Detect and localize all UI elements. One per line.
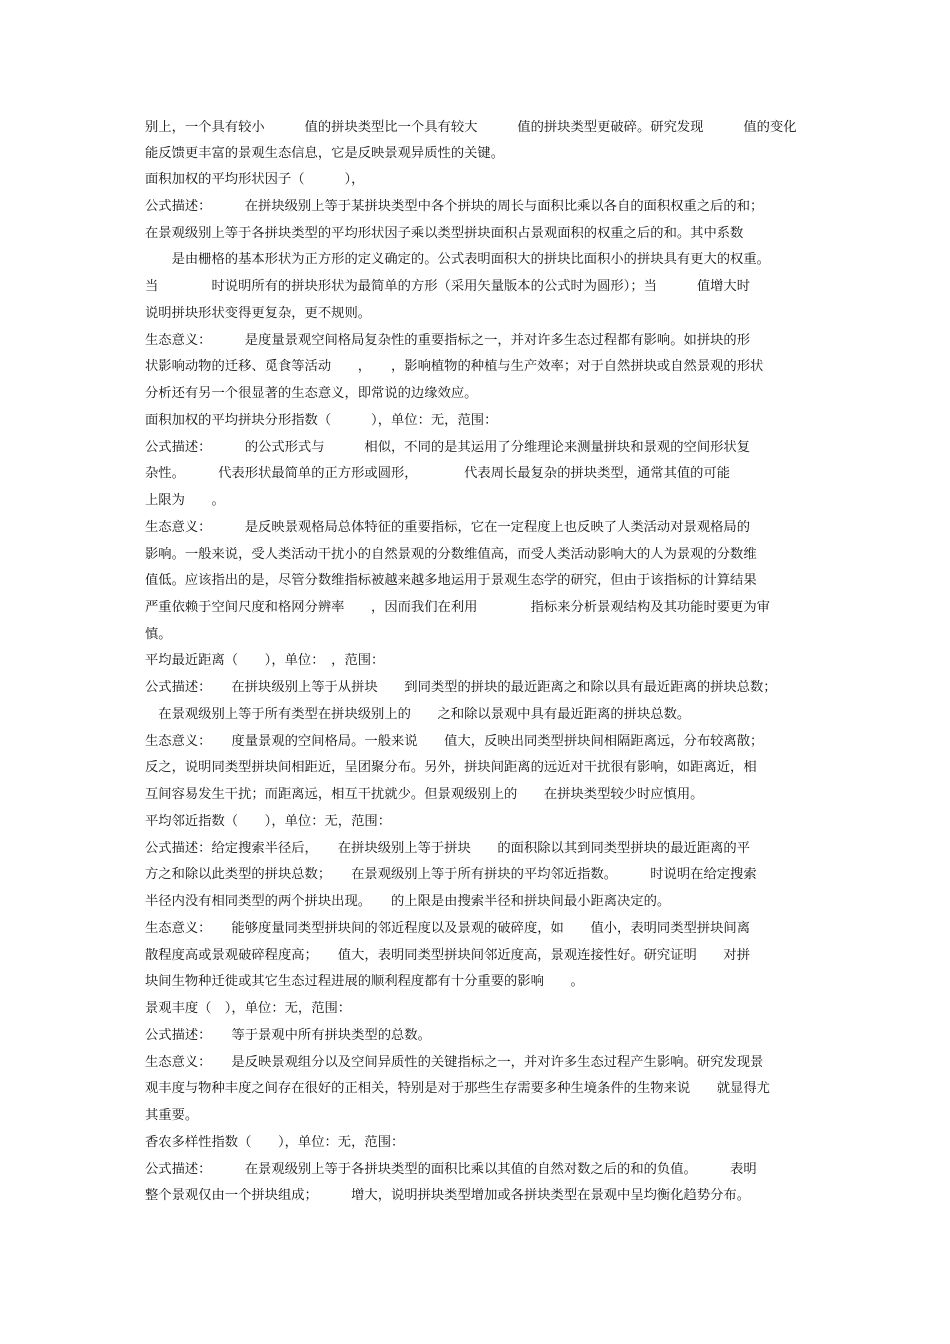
text-line: 状影响动物的迁移、觅食等活动 ， ，影响植物的种植与生产效率；对于自然拼块或自然景观的形状 [145,359,764,374]
text-line: 观丰度与物种丰度之间存在很好的正相关，特别是对于那些生存需要多种生境条件的生物来说 就显得尤 [145,1081,770,1096]
text-line: 整个景观仅由一个拼块组成； 增大，说明拼块类型增加或各拼块类型在景观中呈均衡化趋势分布。 [145,1188,751,1203]
text-line: 平均邻近指数（ ），单位：无，范围： [145,814,391,829]
text-line: 半径内没有相同类型的两个拼块出现。 的上限是由搜索半径和拼块间最小距离决定的。 [145,894,671,909]
text-line: 其重要。 [145,1108,199,1123]
text-line: 公式描述： 在景观级别上等于各拼块类型的面积比乘以其值的自然对数之后的和的负值。 表明 [145,1162,757,1177]
text-line: 在景观级别上等于所有类型在拼块级别上的 之和除以景观中具有最近距离的拼块总数。 [145,707,691,722]
text-line: 景观丰度（ ），单位：无，范围： [145,1001,352,1016]
text-line: 影响。一般来说，受人类活动干扰小的自然景观的分数维值高，而受人类活动影响大的人为景观的分数维 [145,547,757,562]
text-line: 生态意义： 是反映景观格局总体特征的重要指标，它在一定程度上也反映了人类活动对景观格局的 [145,520,751,535]
text-line: 生态意义： 是反映景观组分以及空间异质性的关键指标之一，并对许多生态过程产生影响。研究发现景 [145,1055,764,1070]
text-line: 公式描述： 等于景观中所有拼块类型的总数。 [145,1028,431,1043]
text-line: 散程度高或景观破碎程度高； 值大，表明同类型拼块间邻近度高，景观连接性好。研究证明 对拼 [145,948,751,963]
text-line: 杂性。 代表形状最简单的正方形或圆形， 代表周长最复杂的拼块类型，通常其值的可能 [145,466,731,481]
text-line: 反之，说明同类型拼块间相距近，呈团聚分布。另外，拼块间距离的远近对干扰很有影响，如距离近，相 [145,760,757,775]
text-line: 互间容易发生干扰；而距离远，相互干扰就少。但景观级别上的 在拼块类型较少时应慎用。 [145,787,704,802]
text-line: 香农多样性指数（ ），单位：无，范围： [145,1135,405,1150]
text-line: 面积加权的平均形状因子（ ）， [145,172,365,187]
text-line: 在景观级别上等于各拼块类型的平均形状因子乘以类型拼块面积占景观面积的权重之后的和。其中系数 [145,226,744,241]
text-line: 严重依赖于空间尺度和格网分辨率 ，因而我们在利用 指标来分析景观结构及其功能时要更为审 [145,600,770,615]
text-line: 别上，一个具有较小 值的拼块类型比一个具有较大 值的拼块类型更破碎。研究发现 值的变化 [145,120,797,135]
text-line: 生态意义： 是度量景观空间格局复杂性的重要指标之一，并对许多生态过程都有影响。如拼块的形 [145,333,751,348]
text-line: 方之和除以此类型的拼块总数； 在景观级别上等于所有拼块的平均邻近指数。 时说明在给定搜索 [145,867,757,882]
text-line: 公式描述： 在拼块级别上等于某拼块类型中各个拼块的周长与面积比乘以各自的面积权重之后的和； [145,199,764,214]
text-line: 能反馈更丰富的景观生态信息，它是反映景观异质性的关键。 [145,146,505,161]
text-line: 分析还有另一个很显著的生态意义，即常说的边缘效应。 [145,386,478,401]
text-line: 值低。应该指出的是，尽管分数维指标被越来越多地运用于景观生态学的研究，但由于该指标的计算结果 [145,573,757,588]
text-line: 当 时说明所有的拼块形状为最简单的方形（采用矢量版本的公式时为圆形）；当 值增大时 [145,279,751,294]
text-line: 慎。 [145,627,172,642]
text-line: 公式描述： 的公式形式与 相似，不同的是其运用了分维理论来测量拼块和景观的空间形状复 [145,440,751,455]
text-line: 上限为 。 [145,493,225,508]
text-line: 生态意义： 度量景观的空间格局。一般来说 值大，反映出同类型拼块间相隔距离远，分布较离散； [145,734,764,749]
text-line: 平均最近距离（ ），单位： ，范围： [145,653,385,668]
text-line: 说明拼块形状变得更复杂，更不规则。 [145,306,372,321]
text-line: 生态意义： 能够度量同类型拼块间的邻近程度以及景观的破碎度，如 值小，表明同类型拼块间离 [145,921,751,936]
text-line: 是由栅格的基本形状为正方形的定义确定的。公式表明面积大的拼块比面积小的拼块具有更大的权重。 [145,252,770,267]
text-line: 公式描述：给定搜索半径后， 在拼块级别上等于拼块 的面积除以其到同类型拼块的最近距离的平 [145,841,751,856]
text-line: 面积加权的平均拼块分形指数（ ），单位：无，范围： [145,413,498,428]
text-line: 块间生物种迁徙或其它生态过程进展的顺利程度都有十分重要的影响 。 [145,974,584,989]
text-line: 公式描述： 在拼块级别上等于从拼块 到同类型的拼块的最近距离之和除以具有最近距离的拼块总数； [145,680,777,695]
